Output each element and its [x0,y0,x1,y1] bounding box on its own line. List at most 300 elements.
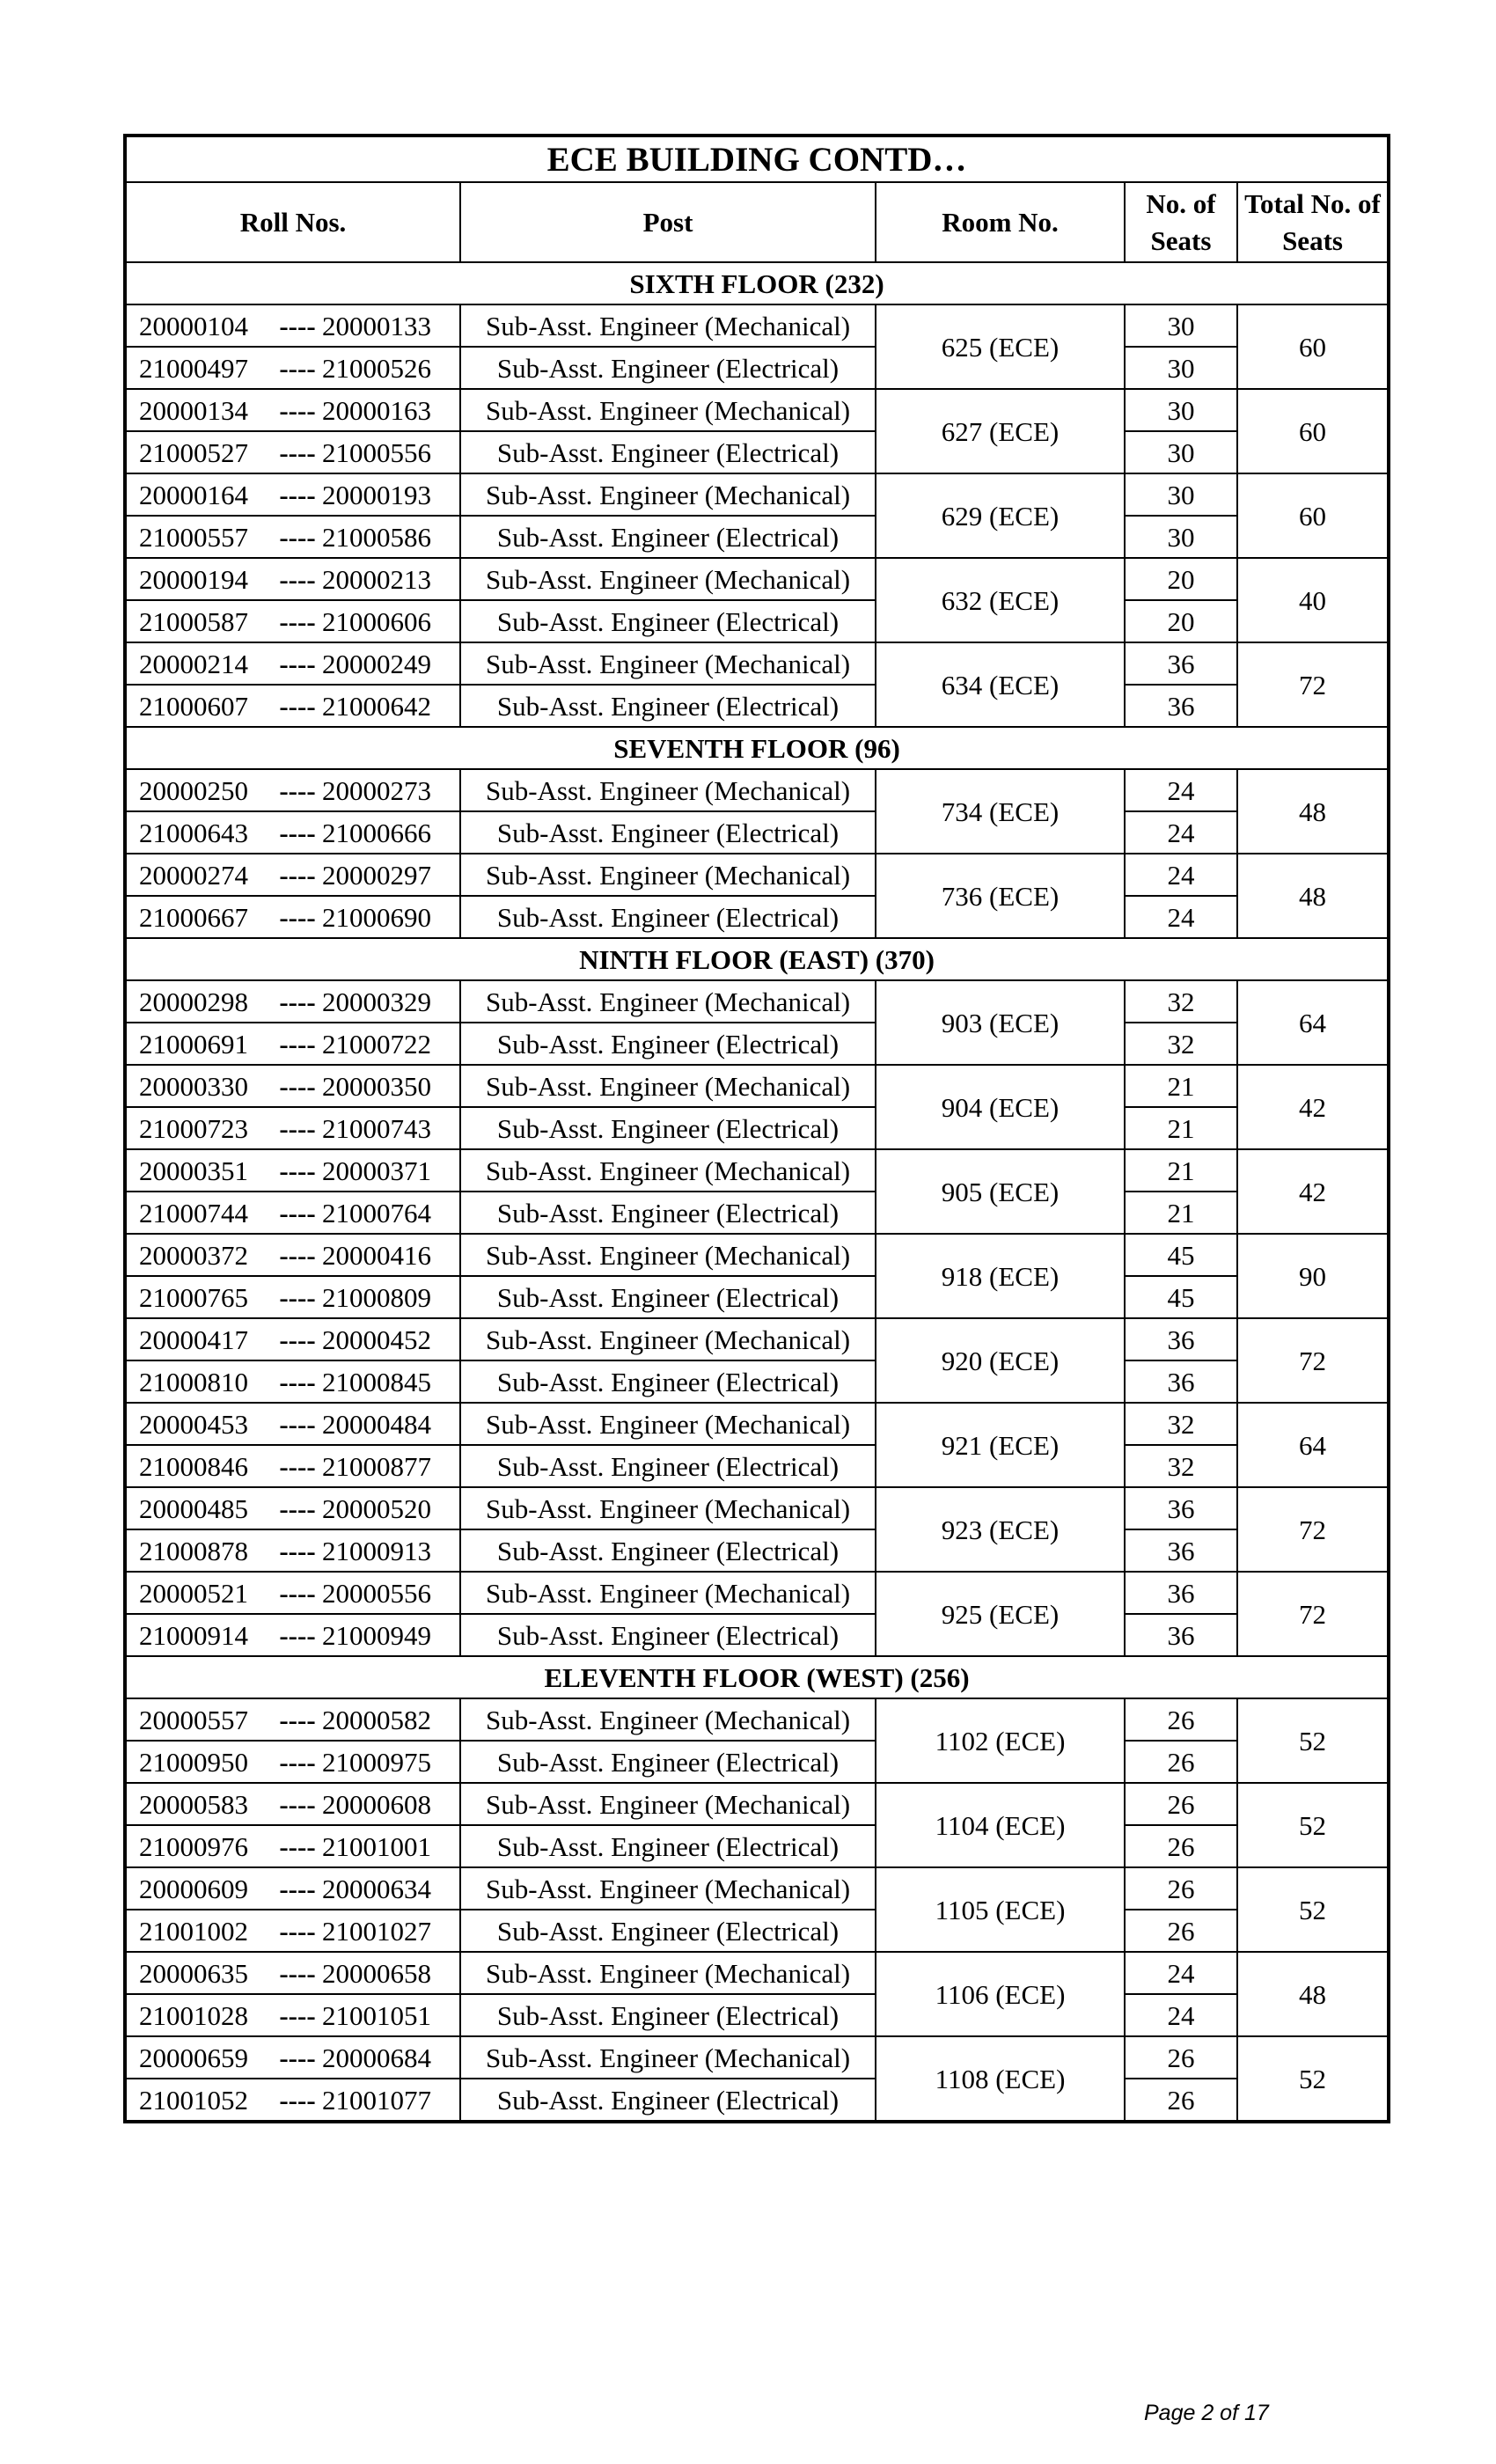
table-row [125,1023,1389,1065]
roll-separator: ---- [279,1239,316,1271]
post-cell: Sub-Asst. Engineer (Mechanical) [460,980,876,1023]
roll-to: 21000764 [322,1197,431,1228]
post-cell: Sub-Asst. Engineer (Mechanical) [460,1783,876,1825]
seats-cell: 36 [1125,642,1237,685]
seats-cell: 36 [1125,685,1237,727]
roll-range-cell [125,854,460,896]
table-row [125,516,1389,558]
floor-title: ELEVENTH FLOOR (WEST) (256) [125,1656,1389,1698]
roll-to: 20000371 [322,1155,431,1186]
table-row [125,1783,1389,1825]
roll-from: 20000635 [139,1957,248,1989]
seats-cell: 21 [1125,1107,1237,1149]
table-row [125,1825,1389,1867]
roll-separator: ---- [279,1577,316,1609]
roll-range-cell [125,1741,460,1783]
roll-separator: ---- [279,1070,316,1102]
seats-cell: 26 [1125,1741,1237,1783]
roll-from: 20000557 [139,1704,248,1735]
roll-range-cell [125,1445,460,1487]
roll-to: 21001077 [322,2084,431,2116]
total-seats-cell: 72 [1237,1572,1389,1656]
roll-from: 21000557 [139,521,248,553]
post-cell: Sub-Asst. Engineer (Mechanical) [460,854,876,896]
room-no-cell: 734 (ECE) [876,769,1125,854]
roll-separator: ---- [279,1112,316,1144]
roll-range-cell [125,1867,460,1910]
roll-to: 21000845 [322,1366,431,1397]
roll-separator: ---- [279,1746,316,1778]
table-row [125,1149,1389,1192]
seats-cell: 26 [1125,1910,1237,1952]
table-row [125,2036,1389,2079]
roll-range-cell [125,1318,460,1360]
roll-separator: ---- [279,986,316,1017]
post-cell: Sub-Asst. Engineer (Electrical) [460,431,876,473]
room-no-cell: 1104 (ECE) [876,1783,1125,1867]
table-row [125,1276,1389,1318]
table-row [125,558,1389,600]
table-row [125,1572,1389,1614]
table-title: ECE BUILDING CONTD… [125,136,1389,182]
post-cell: Sub-Asst. Engineer (Electrical) [460,1023,876,1065]
roll-from: 20000351 [139,1155,248,1186]
seats-cell: 45 [1125,1276,1237,1318]
total-seats-cell: 42 [1237,1065,1389,1149]
roll-range-cell [125,1910,460,1952]
roll-to: 20000213 [322,563,431,595]
roll-from: 20000453 [139,1408,248,1440]
roll-from: 20000583 [139,1788,248,1820]
table-row [125,1614,1389,1656]
roll-to: 20000249 [322,648,431,679]
roll-to: 21000526 [322,352,431,384]
room-no-cell: 627 (ECE) [876,389,1125,473]
post-cell: Sub-Asst. Engineer (Mechanical) [460,473,876,516]
title-row [125,136,1389,182]
roll-to: 20000684 [322,2042,431,2073]
page-number: Page 2 of 17 [1144,2401,1269,2425]
seats-cell: 32 [1125,1023,1237,1065]
header-room-no: Room No. [876,182,1125,262]
roll-to: 20000350 [322,1070,431,1102]
roll-to: 21001001 [322,1830,431,1862]
roll-range-cell [125,1149,460,1192]
roll-range-cell [125,600,460,642]
roll-from: 20000485 [139,1492,248,1524]
seats-cell: 21 [1125,1192,1237,1234]
room-no-cell: 904 (ECE) [876,1065,1125,1149]
roll-to: 21000975 [322,1746,431,1778]
table-row [125,896,1389,938]
post-cell: Sub-Asst. Engineer (Electrical) [460,1360,876,1403]
total-seats-cell: 48 [1237,854,1389,938]
roll-to: 21000556 [322,436,431,468]
roll-to: 20000297 [322,859,431,891]
roll-from: 20000214 [139,648,248,679]
seats-cell: 30 [1125,431,1237,473]
post-cell: Sub-Asst. Engineer (Mechanical) [460,1952,876,1994]
roll-to: 21000809 [322,1281,431,1313]
post-cell: Sub-Asst. Engineer (Mechanical) [460,1403,876,1445]
roll-range-cell [125,1234,460,1276]
room-no-cell: 629 (ECE) [876,473,1125,558]
roll-from: 21000527 [139,436,248,468]
roll-range-cell [125,1107,460,1149]
roll-to: 21000877 [322,1450,431,1482]
roll-to: 20000658 [322,1957,431,1989]
roll-to: 20000484 [322,1408,431,1440]
seats-cell: 24 [1125,811,1237,854]
roll-range-cell [125,769,460,811]
table-row [125,769,1389,811]
table-row [125,473,1389,516]
seats-cell: 24 [1125,1952,1237,1994]
roll-separator: ---- [279,479,316,510]
room-no-cell: 905 (ECE) [876,1149,1125,1234]
room-no-cell: 920 (ECE) [876,1318,1125,1403]
post-cell: Sub-Asst. Engineer (Mechanical) [460,1572,876,1614]
roll-separator: ---- [279,310,316,341]
header-total-seats: Total No. of Seats [1237,182,1389,262]
roll-to: 21000666 [322,817,431,848]
post-cell: Sub-Asst. Engineer (Mechanical) [460,1065,876,1107]
table-row [125,1867,1389,1910]
roll-separator: ---- [279,648,316,679]
total-seats-cell: 60 [1237,304,1389,389]
roll-from: 21000744 [139,1197,248,1228]
room-no-cell: 923 (ECE) [876,1487,1125,1572]
seats-cell: 26 [1125,1825,1237,1867]
table-body [125,136,1389,2122]
roll-range-cell [125,473,460,516]
room-no-cell: 925 (ECE) [876,1572,1125,1656]
roll-to: 20000416 [322,1239,431,1271]
roll-range-cell [125,811,460,854]
table-row [125,1192,1389,1234]
table-row [125,1403,1389,1445]
roll-from: 20000330 [139,1070,248,1102]
roll-from: 21000667 [139,901,248,933]
table-row [125,1318,1389,1360]
roll-to: 20000273 [322,774,431,806]
roll-from: 21000723 [139,1112,248,1144]
total-seats-cell: 72 [1237,1487,1389,1572]
room-no-cell: 1102 (ECE) [876,1698,1125,1783]
table-row [125,2079,1389,2122]
seats-cell: 30 [1125,347,1237,389]
seats-cell: 21 [1125,1149,1237,1192]
room-no-cell: 918 (ECE) [876,1234,1125,1318]
table-row [125,600,1389,642]
roll-range-cell [125,2079,460,2122]
seats-cell: 32 [1125,1445,1237,1487]
table-row [125,1360,1389,1403]
roll-from: 21000765 [139,1281,248,1313]
roll-separator: ---- [279,1281,316,1313]
header-row [125,182,1389,262]
roll-range-cell [125,1529,460,1572]
roll-separator: ---- [279,521,316,553]
roll-from: 20000298 [139,986,248,1017]
roll-from: 20000609 [139,1873,248,1904]
roll-range-cell [125,1403,460,1445]
roll-from: 20000194 [139,563,248,595]
roll-separator: ---- [279,1915,316,1947]
post-cell: Sub-Asst. Engineer (Electrical) [460,347,876,389]
roll-to: 20000520 [322,1492,431,1524]
roll-separator: ---- [279,1788,316,1820]
post-cell: Sub-Asst. Engineer (Mechanical) [460,1698,876,1741]
table-row [125,1234,1389,1276]
roll-from: 21000950 [139,1746,248,1778]
table-row [125,1910,1389,1952]
table-row [125,1529,1389,1572]
total-seats-cell: 52 [1237,1698,1389,1783]
total-seats-cell: 90 [1237,1234,1389,1318]
post-cell: Sub-Asst. Engineer (Electrical) [460,1994,876,2036]
seats-cell: 32 [1125,980,1237,1023]
seats-cell: 24 [1125,769,1237,811]
floor-header-row [125,727,1389,769]
roll-range-cell [125,642,460,685]
roll-range-cell [125,1952,460,1994]
table-row [125,980,1389,1023]
header-roll-nos: Roll Nos. [125,182,460,262]
roll-range-cell [125,1614,460,1656]
roll-range-cell [125,558,460,600]
roll-to: 20000452 [322,1324,431,1355]
roll-separator: ---- [279,1492,316,1524]
total-seats-cell: 48 [1237,1952,1389,2036]
post-cell: Sub-Asst. Engineer (Electrical) [460,1741,876,1783]
total-seats-cell: 72 [1237,642,1389,727]
table-row [125,347,1389,389]
roll-range-cell [125,304,460,347]
post-cell: Sub-Asst. Engineer (Mechanical) [460,1318,876,1360]
roll-range-cell [125,1698,460,1741]
post-cell: Sub-Asst. Engineer (Electrical) [460,1445,876,1487]
seats-cell: 26 [1125,1698,1237,1741]
roll-from: 20000521 [139,1577,248,1609]
post-cell: Sub-Asst. Engineer (Electrical) [460,1276,876,1318]
roll-from: 21001028 [139,1999,248,2031]
table-row [125,811,1389,854]
roll-from: 21000846 [139,1450,248,1482]
seats-cell: 30 [1125,389,1237,431]
post-cell: Sub-Asst. Engineer (Electrical) [460,685,876,727]
floor-title: NINTH FLOOR (EAST) (370) [125,938,1389,980]
roll-to: 20000163 [322,394,431,426]
table-row [125,431,1389,473]
roll-range-cell [125,980,460,1023]
roll-to: 21000722 [322,1028,431,1060]
post-cell: Sub-Asst. Engineer (Mechanical) [460,642,876,685]
post-cell: Sub-Asst. Engineer (Electrical) [460,1910,876,1952]
seats-cell: 45 [1125,1234,1237,1276]
roll-range-cell [125,1783,460,1825]
total-seats-cell: 60 [1237,389,1389,473]
total-seats-cell: 64 [1237,980,1389,1065]
post-cell: Sub-Asst. Engineer (Electrical) [460,896,876,938]
roll-range-cell [125,347,460,389]
table-row [125,1107,1389,1149]
floor-title: SIXTH FLOOR (232) [125,262,1389,304]
roll-separator: ---- [279,1957,316,1989]
roll-from: 20000417 [139,1324,248,1355]
roll-to: 21000606 [322,605,431,637]
post-cell: Sub-Asst. Engineer (Mechanical) [460,1487,876,1529]
roll-separator: ---- [279,1366,316,1397]
table-row [125,642,1389,685]
post-cell: Sub-Asst. Engineer (Electrical) [460,1825,876,1867]
roll-from: 20000134 [139,394,248,426]
roll-from: 21000607 [139,690,248,722]
seats-cell: 36 [1125,1614,1237,1656]
seats-cell: 21 [1125,1065,1237,1107]
table-row [125,304,1389,347]
roll-to: 21000949 [322,1619,431,1651]
post-cell: Sub-Asst. Engineer (Mechanical) [460,1149,876,1192]
roll-from: 20000274 [139,859,248,891]
roll-range-cell [125,1023,460,1065]
post-cell: Sub-Asst. Engineer (Electrical) [460,1614,876,1656]
room-no-cell: 1108 (ECE) [876,2036,1125,2122]
post-cell: Sub-Asst. Engineer (Electrical) [460,1192,876,1234]
post-cell: Sub-Asst. Engineer (Electrical) [460,1529,876,1572]
roll-range-cell [125,685,460,727]
roll-range-cell [125,1825,460,1867]
total-seats-cell: 60 [1237,473,1389,558]
roll-separator: ---- [279,1704,316,1735]
total-seats-cell: 52 [1237,1783,1389,1867]
total-seats-cell: 42 [1237,1149,1389,1234]
roll-to: 20000133 [322,310,431,341]
room-no-cell: 736 (ECE) [876,854,1125,938]
header-post: Post [460,182,876,262]
roll-from: 20000250 [139,774,248,806]
roll-separator: ---- [279,1450,316,1482]
roll-separator: ---- [279,1999,316,2031]
roll-to: 20000608 [322,1788,431,1820]
roll-to: 21000586 [322,521,431,553]
roll-separator: ---- [279,436,316,468]
roll-from: 21000587 [139,605,248,637]
seats-cell: 36 [1125,1360,1237,1403]
roll-separator: ---- [279,1197,316,1228]
table-row [125,854,1389,896]
roll-to: 21000642 [322,690,431,722]
table-row [125,1487,1389,1529]
roll-to: 21001051 [322,1999,431,2031]
post-cell: Sub-Asst. Engineer (Electrical) [460,1107,876,1149]
room-no-cell: 1105 (ECE) [876,1867,1125,1952]
total-seats-cell: 52 [1237,1867,1389,1952]
roll-range-cell [125,2036,460,2079]
seats-cell: 36 [1125,1318,1237,1360]
table-row [125,1994,1389,2036]
roll-from: 21000878 [139,1535,248,1566]
roll-range-cell [125,516,460,558]
table-row [125,1445,1389,1487]
seats-cell: 26 [1125,2079,1237,2122]
roll-range-cell [125,1487,460,1529]
roll-separator: ---- [279,2042,316,2073]
seats-cell: 30 [1125,516,1237,558]
roll-separator: ---- [279,1619,316,1651]
roll-from: 21000810 [139,1366,248,1397]
roll-range-cell [125,896,460,938]
roll-from: 21000914 [139,1619,248,1651]
seats-cell: 36 [1125,1529,1237,1572]
roll-from: 20000164 [139,479,248,510]
table-row [125,1698,1389,1741]
seats-cell: 30 [1125,473,1237,516]
roll-to: 20000634 [322,1873,431,1904]
roll-separator: ---- [279,901,316,933]
roll-range-cell [125,1572,460,1614]
roll-to: 20000556 [322,1577,431,1609]
table-row [125,389,1389,431]
floor-header-row [125,262,1389,304]
roll-separator: ---- [279,563,316,595]
roll-range-cell [125,1276,460,1318]
post-cell: Sub-Asst. Engineer (Mechanical) [460,558,876,600]
post-cell: Sub-Asst. Engineer (Electrical) [460,2079,876,2122]
seats-cell: 32 [1125,1403,1237,1445]
table-row [125,1741,1389,1783]
roll-range-cell [125,431,460,473]
table-row [125,685,1389,727]
seats-cell: 36 [1125,1487,1237,1529]
roll-separator: ---- [279,817,316,848]
seats-cell: 26 [1125,1867,1237,1910]
roll-to: 21000690 [322,901,431,933]
room-no-cell: 903 (ECE) [876,980,1125,1065]
roll-to: 20000193 [322,479,431,510]
roll-separator: ---- [279,1535,316,1566]
post-cell: Sub-Asst. Engineer (Mechanical) [460,1234,876,1276]
roll-to: 20000329 [322,986,431,1017]
roll-to: 20000582 [322,1704,431,1735]
post-cell: Sub-Asst. Engineer (Mechanical) [460,304,876,347]
roll-from: 21001052 [139,2084,248,2116]
roll-to: 21000913 [322,1535,431,1566]
roll-from: 21000643 [139,817,248,848]
roll-separator: ---- [279,1028,316,1060]
table-row [125,1952,1389,1994]
roll-separator: ---- [279,1155,316,1186]
post-cell: Sub-Asst. Engineer (Mechanical) [460,1867,876,1910]
roll-range-cell [125,1360,460,1403]
roll-from: 21000497 [139,352,248,384]
post-cell: Sub-Asst. Engineer (Mechanical) [460,2036,876,2079]
seats-cell: 30 [1125,304,1237,347]
floor-header-row [125,938,1389,980]
post-cell: Sub-Asst. Engineer (Mechanical) [460,769,876,811]
roll-separator: ---- [279,1873,316,1904]
roll-separator: ---- [279,394,316,426]
roll-from: 20000659 [139,2042,248,2073]
room-no-cell: 634 (ECE) [876,642,1125,727]
floor-title: SEVENTH FLOOR (96) [125,727,1389,769]
roll-range-cell [125,1994,460,2036]
roll-from: 21000976 [139,1830,248,1862]
roll-separator: ---- [279,1830,316,1862]
roll-separator: ---- [279,2084,316,2116]
post-cell: Sub-Asst. Engineer (Electrical) [460,811,876,854]
post-cell: Sub-Asst. Engineer (Electrical) [460,600,876,642]
